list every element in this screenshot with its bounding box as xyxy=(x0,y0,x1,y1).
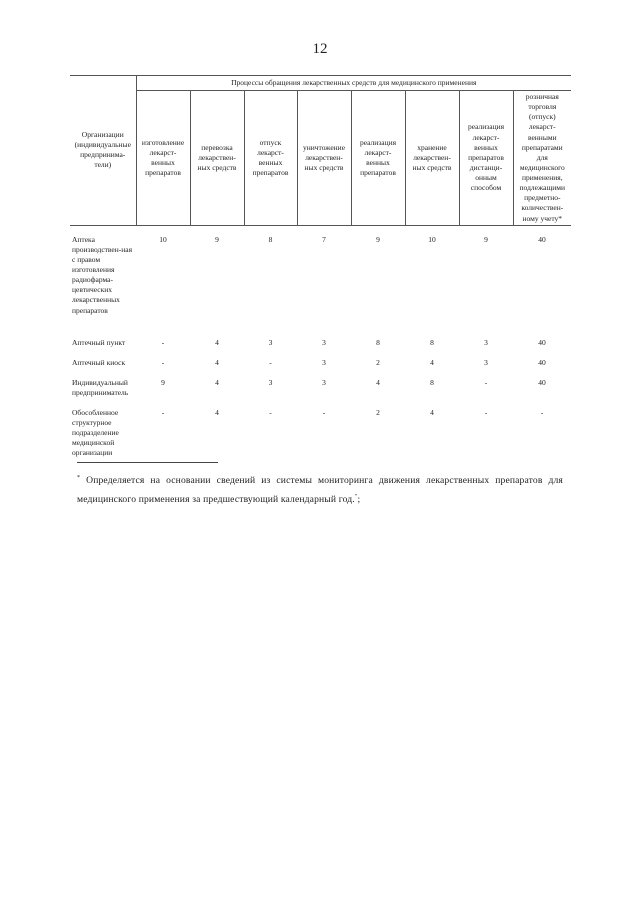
value-cell: 40 xyxy=(538,377,546,387)
footnote-tail: ; xyxy=(357,494,361,505)
organization-cell: Обособленное структурное подразделение медицинской организации xyxy=(72,407,119,458)
value-cell: 8 xyxy=(430,337,434,347)
organization-cell: Аптечный пункт xyxy=(72,337,126,347)
footnote-text: Определяется на основании сведений из системы мониторинга движения лекарственных препаратов для медицинского применения за предшествующий календарный год. xyxy=(77,475,563,505)
column-header: уничтожение лекарствен-ных средств xyxy=(297,91,351,226)
column-header: розничная торговля (отпуск) лекарст-венными препаратами для медицинского применения, подлежащими предметно-количествен-ному учету* xyxy=(513,91,571,226)
processes-group-header: Процессы обращения лекарственных средств для медицинского применения xyxy=(136,76,571,91)
value-cell: - xyxy=(484,377,488,387)
value-cell: 10 xyxy=(428,234,436,244)
closing-quote: " xyxy=(354,493,358,500)
value-cell: 4 xyxy=(430,407,434,417)
organization-cell: Индивидуальный предприниматель xyxy=(72,377,129,397)
column-header: реализация лекарст-венных препаратов xyxy=(351,91,405,226)
organization-column-header: Организации (индивидуальные предпринима-тели) xyxy=(70,76,136,226)
column-header: перевозка лекарствен-ных средств xyxy=(190,91,244,226)
inspection-frequency-table xyxy=(70,75,571,458)
value-cell: 3 xyxy=(484,357,488,367)
footnote-marker: * xyxy=(77,474,81,481)
value-cell: 40 xyxy=(538,234,546,244)
column-header: отпуск лекарст-венных препаратов xyxy=(244,91,297,226)
value-cell: 3 xyxy=(322,357,326,367)
value-cell: 4 xyxy=(215,377,219,387)
value-cell: 9 xyxy=(484,234,488,244)
value-cell: 3 xyxy=(268,377,273,387)
value-cell: - xyxy=(161,337,165,347)
value-cell: 40 xyxy=(538,357,546,367)
value-cell: - xyxy=(269,407,272,417)
value-cell: 4 xyxy=(215,337,219,347)
value-cell: 10 xyxy=(159,234,167,244)
value-cell: - xyxy=(484,407,488,417)
value-cell: 8 xyxy=(430,377,434,387)
value-cell: - xyxy=(322,407,326,417)
page-number: 12 xyxy=(312,41,328,57)
value-cell: 9 xyxy=(376,234,380,244)
value-cell: - xyxy=(540,407,544,417)
table-row xyxy=(70,369,571,399)
table-row xyxy=(70,399,571,459)
table-row xyxy=(70,225,571,329)
organization-cell: Аптечный киоск xyxy=(72,357,126,367)
value-cell: 9 xyxy=(215,234,219,244)
value-cell: 4 xyxy=(215,357,219,367)
value-cell: 3 xyxy=(268,337,273,347)
organization-cell: Аптека производствен-ная с правом изготовления радиофарма-цевтических лекарственных препаратов xyxy=(72,234,133,315)
column-header: хранение лекарствен-ных средств xyxy=(405,91,459,226)
value-cell: 8 xyxy=(268,234,273,244)
value-cell: - xyxy=(161,407,165,417)
value-cell: 3 xyxy=(322,337,326,347)
value-cell: 7 xyxy=(322,234,326,244)
column-header: изготовление лекарст-венных препаратов xyxy=(136,91,190,226)
value-cell: 40 xyxy=(538,337,546,347)
value-cell: 4 xyxy=(430,357,434,367)
value-cell: - xyxy=(269,357,272,367)
value-cell: 4 xyxy=(376,377,380,387)
column-header: реализация лекарст-венных препаратов дистанци-онным способом xyxy=(459,91,513,226)
value-cell: 3 xyxy=(322,377,326,387)
footnote xyxy=(77,471,563,509)
value-cell: 2 xyxy=(376,407,380,417)
table-row xyxy=(70,349,571,369)
table-row xyxy=(70,329,571,349)
value-cell: 4 xyxy=(215,407,219,417)
footnote-separator xyxy=(77,462,218,463)
value-cell: 8 xyxy=(376,337,380,347)
value-cell: 9 xyxy=(161,377,165,387)
value-cell: 2 xyxy=(376,357,380,367)
value-cell: - xyxy=(161,357,165,367)
value-cell: 3 xyxy=(484,337,488,347)
